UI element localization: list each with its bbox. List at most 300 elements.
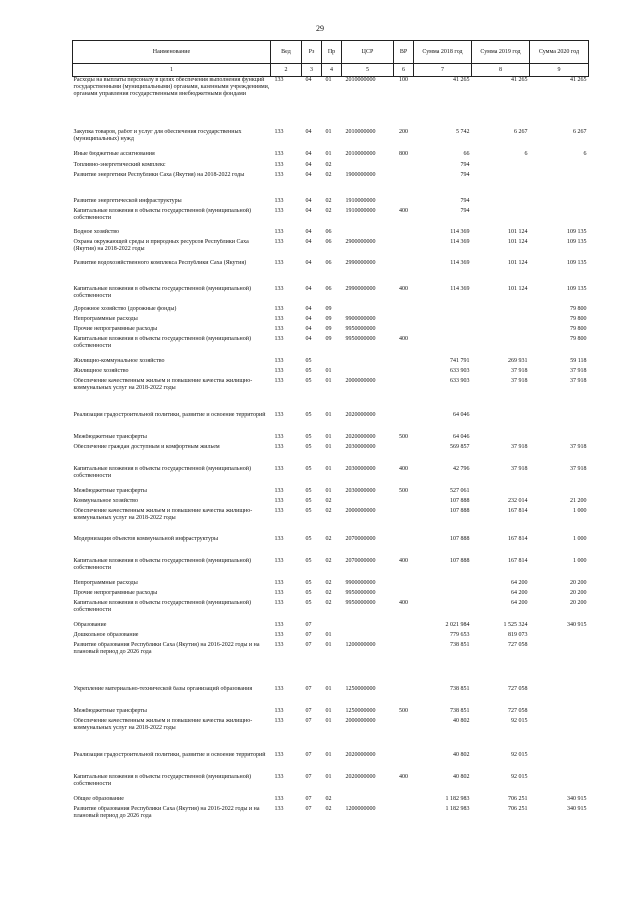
col-header-rz: Рз — [302, 41, 322, 64]
cell-vr: 400 — [399, 285, 408, 292]
cell-pr: 01 — [325, 128, 332, 135]
cell-sum-2019: 1 525 324 — [503, 621, 528, 628]
table-row — [73, 806, 589, 828]
table-row — [73, 229, 589, 239]
cell-sum-2019: 232 014 — [508, 497, 528, 504]
cell-ved: 133 — [274, 707, 284, 714]
cell-rz: 05 — [305, 443, 312, 450]
cell-ved: 133 — [274, 305, 284, 312]
cell-name: Укрепление материально-технической базы организаций образования — [73, 685, 253, 692]
cell-csr: 2000000000 — [345, 507, 376, 514]
cell-rz: 05 — [305, 357, 312, 364]
cell-vr: 400 — [399, 465, 408, 472]
col-number: 6 — [394, 64, 414, 77]
cell-sum-2020: 79 800 — [570, 335, 587, 342]
cell-pr: 09 — [325, 325, 332, 332]
cell-csr: 2020000000 — [345, 751, 376, 758]
cell-vr — [394, 686, 414, 708]
cell-vr: 400 — [399, 207, 408, 214]
cell-sum-2020 — [530, 172, 589, 198]
table-row — [73, 466, 589, 488]
cell-rz: 05 — [305, 367, 312, 374]
cell-vr — [394, 498, 414, 508]
cell-ved: 133 — [274, 207, 284, 214]
cell-rz: 05 — [305, 377, 312, 384]
cell-csr: 2030000000 — [345, 465, 376, 472]
cell-csr: 2990000000 — [345, 285, 376, 292]
cell-ved: 133 — [274, 335, 284, 342]
cell-sum-2018 — [414, 600, 472, 622]
cell-csr: 2010000000 — [345, 150, 376, 157]
cell-csr: 1910000000 — [345, 207, 376, 214]
cell-csr — [342, 229, 394, 239]
table-row — [73, 316, 589, 326]
cell-ved: 133 — [274, 805, 284, 812]
cell-ved: 133 — [274, 795, 284, 802]
cell-sum-2020 — [530, 686, 589, 708]
cell-sum-2020: 6 267 — [573, 128, 587, 135]
cell-vr: 400 — [399, 773, 408, 780]
table-row — [73, 488, 589, 498]
table-row — [73, 558, 589, 580]
cell-name: Развитие образования Республики Саха (Якутия) на 2016-2022 годы и на плановый период до 2026 года — [73, 805, 260, 819]
cell-sum-2019 — [472, 316, 530, 326]
cell-name: Жилищно-коммунальное хозяйство — [73, 357, 165, 364]
cell-sum-2018: 1 182 983 — [445, 795, 470, 802]
cell-name: Реализация градостроительной политики, развитие и освоение территорий — [73, 411, 266, 418]
cell-ved: 133 — [274, 557, 284, 564]
cell-pr: 01 — [325, 631, 332, 638]
cell-ved: 133 — [274, 285, 284, 292]
cell-csr: 2010000000 — [345, 128, 376, 135]
cell-ved: 133 — [274, 411, 284, 418]
cell-csr — [342, 368, 394, 378]
cell-name: Обеспечение качественным жильем и повышение качества жилищно-коммунальных услуг на 2018-2022 годы — [73, 717, 253, 731]
cell-sum-2018: 107 888 — [450, 497, 470, 504]
cell-sum-2018: 779 653 — [450, 631, 470, 638]
cell-sum-2020 — [530, 774, 589, 796]
cell-pr — [322, 358, 342, 368]
cell-sum-2020: 1 000 — [573, 507, 587, 514]
cell-rz: 07 — [305, 805, 312, 812]
cell-name: Межбюджетные трансферты — [73, 433, 147, 440]
cell-vr: 100 — [399, 77, 408, 83]
table-row — [73, 708, 589, 718]
cell-sum-2020: 20 200 — [570, 599, 587, 606]
cell-rz: 07 — [305, 641, 312, 648]
cell-sum-2020 — [530, 208, 589, 229]
table-row — [73, 378, 589, 412]
cell-vr — [394, 508, 414, 536]
col-number: 9 — [530, 64, 589, 77]
cell-pr: 09 — [325, 305, 332, 312]
cell-ved: 133 — [274, 579, 284, 586]
cell-vr — [394, 536, 414, 558]
cell-sum-2018 — [414, 306, 472, 316]
cell-vr — [394, 622, 414, 632]
cell-rz: 05 — [305, 411, 312, 418]
cell-sum-2018: 527 061 — [450, 487, 470, 494]
cell-sum-2019: 101 124 — [508, 285, 528, 292]
cell-csr: 1250000000 — [345, 707, 376, 714]
table-row — [73, 796, 589, 806]
cell-vr — [394, 580, 414, 590]
cell-sum-2019: 101 124 — [508, 228, 528, 235]
cell-vr: 500 — [399, 707, 408, 714]
cell-ved: 133 — [274, 599, 284, 606]
cell-rz: 07 — [305, 773, 312, 780]
cell-pr: 02 — [325, 171, 332, 178]
cell-ved: 133 — [274, 357, 284, 364]
cell-pr: 02 — [325, 161, 332, 168]
cell-sum-2019: 101 124 — [508, 238, 528, 245]
cell-sum-2019 — [472, 172, 530, 198]
cell-pr: 01 — [325, 411, 332, 418]
cell-pr: 01 — [325, 685, 332, 692]
cell-ved: 133 — [274, 315, 284, 322]
cell-pr: 02 — [325, 207, 332, 214]
cell-vr — [394, 590, 414, 600]
cell-ved: 133 — [274, 171, 284, 178]
cell-sum-2018: 1 182 983 — [445, 805, 470, 812]
cell-sum-2018: 738 851 — [450, 685, 470, 692]
cell-sum-2019: 727 058 — [508, 707, 528, 714]
cell-pr: 09 — [325, 335, 332, 342]
cell-csr: 2000000000 — [345, 377, 376, 384]
cell-csr: 1200000000 — [345, 805, 376, 812]
cell-rz: 04 — [305, 325, 312, 332]
cell-vr — [394, 378, 414, 412]
cell-name: Дорожное хозяйство (дорожные фонды) — [73, 305, 177, 312]
cell-vr — [394, 162, 414, 172]
cell-sum-2019: 6 — [524, 150, 528, 157]
cell-csr: 9950000000 — [345, 325, 376, 332]
cell-name: Капитальные вложения в объекты государственной (муниципальной) собственности — [73, 557, 251, 571]
cell-vr — [394, 642, 414, 686]
cell-name: Межбюджетные трансферты — [73, 487, 147, 494]
cell-sum-2018: 633 903 — [450, 377, 470, 384]
cell-vr — [394, 718, 414, 752]
cell-pr: 01 — [325, 367, 332, 374]
cell-csr: 2070000000 — [345, 557, 376, 564]
cell-pr: 02 — [325, 599, 332, 606]
col-header-sum-2020: Сумма 2020 год — [530, 41, 589, 64]
cell-pr: 02 — [325, 497, 332, 504]
table-row — [73, 718, 589, 752]
col-number: 7 — [414, 64, 472, 77]
budget-table — [72, 40, 589, 828]
cell-rz: 07 — [305, 717, 312, 724]
cell-sum-2020: 1 000 — [573, 557, 587, 564]
cell-csr: 1910000000 — [345, 197, 376, 204]
col-header-ved: Вед — [271, 41, 302, 64]
cell-ved: 133 — [274, 631, 284, 638]
cell-pr: 06 — [325, 228, 332, 235]
cell-csr: 2030000000 — [345, 443, 376, 450]
cell-sum-2020: 21 200 — [570, 497, 587, 504]
cell-sum-2020: 37 918 — [570, 465, 587, 472]
cell-csr: 2000000000 — [345, 717, 376, 724]
col-number: 2 — [271, 64, 302, 77]
cell-sum-2020 — [530, 708, 589, 718]
cell-csr: 9950000000 — [345, 589, 376, 596]
cell-pr: 01 — [325, 641, 332, 648]
cell-sum-2018: 114 369 — [450, 238, 470, 245]
table-row — [73, 358, 589, 368]
cell-rz: 04 — [305, 197, 312, 204]
cell-sum-2020: 340 915 — [567, 621, 587, 628]
table-row — [73, 326, 589, 336]
cell-rz: 04 — [305, 305, 312, 312]
cell-sum-2020: 20 200 — [570, 579, 587, 586]
cell-name: Топливно-энергетический комплекс — [73, 161, 166, 168]
cell-pr: 01 — [325, 773, 332, 780]
cell-sum-2020 — [530, 718, 589, 752]
cell-rz: 04 — [305, 315, 312, 322]
cell-sum-2018: 569 857 — [450, 443, 470, 450]
cell-sum-2018: 66 — [463, 150, 470, 157]
cell-rz: 04 — [305, 171, 312, 178]
cell-sum-2020: 59 118 — [570, 357, 587, 364]
table-row — [73, 368, 589, 378]
cell-vr: 400 — [399, 557, 408, 564]
cell-pr: 02 — [325, 557, 332, 564]
cell-sum-2020: 41 265 — [570, 77, 587, 83]
cell-csr — [342, 632, 394, 642]
cell-csr — [342, 622, 394, 632]
cell-sum-2018: 107 888 — [450, 557, 470, 564]
cell-sum-2020: 109 135 — [567, 285, 587, 292]
cell-ved: 133 — [274, 433, 284, 440]
cell-name: Модернизация объектов коммунальной инфраструктуры — [73, 535, 219, 542]
cell-sum-2020: 37 918 — [570, 443, 587, 450]
cell-ved: 133 — [274, 535, 284, 542]
col-header-pr: Пр — [322, 41, 342, 64]
cell-vr — [394, 229, 414, 239]
cell-sum-2019: 167 814 — [508, 557, 528, 564]
cell-csr: 2020000000 — [345, 433, 376, 440]
cell-vr — [394, 806, 414, 828]
cell-pr: 09 — [325, 315, 332, 322]
cell-sum-2020 — [530, 752, 589, 774]
cell-csr — [342, 498, 394, 508]
table-row — [73, 239, 589, 260]
table-row — [73, 600, 589, 622]
cell-rz: 05 — [305, 465, 312, 472]
cell-vr: 200 — [399, 128, 408, 135]
cell-name: Капитальные вложения в объекты государственной (муниципальной) собственности — [73, 335, 251, 349]
cell-sum-2018: 794 — [460, 207, 470, 214]
cell-rz: 04 — [305, 77, 312, 83]
cell-sum-2020: 109 135 — [567, 238, 587, 245]
cell-sum-2018: 40 802 — [453, 751, 470, 758]
cell-name: Развитие водохозяйственного комплекса Республики Саха (Якутия) — [73, 259, 247, 266]
cell-vr — [394, 239, 414, 260]
cell-sum-2019 — [472, 162, 530, 172]
cell-sum-2018 — [414, 590, 472, 600]
cell-csr: 2030000000 — [345, 487, 376, 494]
cell-sum-2018: 114 369 — [450, 259, 470, 266]
table-row — [73, 508, 589, 536]
cell-rz: 04 — [305, 285, 312, 292]
cell-rz: 07 — [305, 685, 312, 692]
cell-sum-2020 — [530, 642, 589, 686]
cell-sum-2018: 5 742 — [456, 128, 470, 135]
cell-sum-2019 — [472, 306, 530, 316]
page-number: 29 — [316, 24, 324, 33]
cell-sum-2019: 727 058 — [508, 685, 528, 692]
cell-rz: 04 — [305, 161, 312, 168]
col-number: 1 — [73, 64, 271, 77]
cell-sum-2018 — [414, 326, 472, 336]
cell-pr: 01 — [325, 443, 332, 450]
cell-name: Развитие образования Республики Саха (Якутия) на 2016-2022 годы и на плановый период до 2026 года — [73, 641, 260, 655]
cell-sum-2019: 6 267 — [514, 128, 528, 135]
cell-sum-2020: 1 000 — [573, 535, 587, 542]
cell-rz: 07 — [305, 707, 312, 714]
cell-sum-2019 — [472, 434, 530, 444]
cell-ved: 133 — [274, 150, 284, 157]
cell-pr: 02 — [325, 589, 332, 596]
cell-rz: 07 — [305, 621, 312, 628]
cell-name: Капитальные вложения в объекты государственной (муниципальной) собственности — [73, 285, 251, 299]
cell-sum-2019 — [472, 336, 530, 358]
cell-sum-2019: 92 015 — [511, 717, 528, 724]
cell-sum-2018: 40 802 — [453, 773, 470, 780]
col-number: 3 — [302, 64, 322, 77]
cell-sum-2020 — [530, 412, 589, 434]
cell-name: Реализация градостроительной политики, развитие и освоение территорий — [73, 751, 266, 758]
table-row — [73, 286, 589, 306]
cell-rz: 07 — [305, 751, 312, 758]
cell-name: Обеспечение граждан доступным и комфортным жильем — [73, 443, 220, 450]
cell-vr — [394, 172, 414, 198]
cell-sum-2018 — [414, 580, 472, 590]
cell-name: Дошкольное образование — [73, 631, 139, 638]
cell-csr: 2020000000 — [345, 773, 376, 780]
cell-sum-2019: 64 200 — [511, 599, 528, 606]
cell-sum-2018: 2 021 984 — [445, 621, 470, 628]
cell-sum-2018: 64 046 — [453, 433, 470, 440]
table-row — [73, 622, 589, 632]
table-row — [73, 260, 589, 286]
cell-pr: 01 — [325, 433, 332, 440]
cell-name: Капитальные вложения в объекты государственной (муниципальной) собственности — [73, 207, 251, 221]
cell-sum-2019: 727 058 — [508, 641, 528, 648]
cell-csr: 2010000000 — [345, 77, 376, 83]
cell-csr: 9900000000 — [345, 579, 376, 586]
cell-sum-2018: 738 851 — [450, 707, 470, 714]
cell-pr: 01 — [325, 707, 332, 714]
cell-ved: 133 — [274, 773, 284, 780]
cell-name: Охрана окружающей среды и природных ресурсов Республики Саха (Якутия) на 2018-2022 годы — [73, 238, 249, 252]
cell-pr: 02 — [325, 197, 332, 204]
cell-vr: 400 — [399, 599, 408, 606]
cell-name: Водное хозяйство — [73, 228, 120, 235]
cell-ved: 133 — [274, 497, 284, 504]
cell-name: Капитальные вложения в объекты государственной (муниципальной) собственности — [73, 465, 251, 479]
cell-sum-2019: 92 015 — [511, 751, 528, 758]
cell-rz: 07 — [305, 631, 312, 638]
cell-rz: 04 — [305, 150, 312, 157]
cell-sum-2020: 20 200 — [570, 589, 587, 596]
cell-vr: 500 — [399, 487, 408, 494]
cell-rz: 05 — [305, 433, 312, 440]
cell-ved: 133 — [274, 228, 284, 235]
cell-sum-2018: 40 802 — [453, 717, 470, 724]
col-header-vr: ВР — [394, 41, 414, 64]
cell-csr: 2020000000 — [345, 411, 376, 418]
cell-sum-2018: 114 369 — [450, 228, 470, 235]
cell-rz: 04 — [305, 228, 312, 235]
cell-csr: 2070000000 — [345, 535, 376, 542]
cell-sum-2019: 64 200 — [511, 579, 528, 586]
table-row — [73, 752, 589, 774]
cell-rz: 05 — [305, 579, 312, 586]
table-row — [73, 444, 589, 466]
cell-sum-2018: 42 796 — [453, 465, 470, 472]
cell-csr: 1250000000 — [345, 685, 376, 692]
cell-csr — [342, 162, 394, 172]
cell-sum-2018 — [414, 316, 472, 326]
table-row — [73, 434, 589, 444]
cell-csr: 2990000000 — [345, 259, 376, 266]
cell-sum-2020: 37 918 — [570, 367, 587, 374]
table-row — [73, 642, 589, 686]
cell-pr: 01 — [325, 465, 332, 472]
cell-sum-2020: 79 800 — [570, 305, 587, 312]
cell-ved: 133 — [274, 128, 284, 135]
cell-name: Обеспечение качественным жильем и повышение качества жилищно-коммунальных услуг на 2018-2022 годы — [73, 377, 253, 391]
cell-pr: 06 — [325, 285, 332, 292]
table-row — [73, 536, 589, 558]
table-row — [73, 306, 589, 316]
cell-ved: 133 — [274, 717, 284, 724]
cell-name: Прочие непрограммные расходы — [73, 589, 158, 596]
table-row — [73, 198, 589, 208]
cell-name: Закупка товаров, работ и услуг для обеспечения государственных (муниципальных) нужд — [73, 128, 242, 142]
cell-sum-2020 — [530, 198, 589, 208]
cell-name: Капитальные вложения в объекты государственной (муниципальной) собственности — [73, 773, 251, 787]
cell-sum-2018: 107 888 — [450, 507, 470, 514]
cell-vr — [394, 632, 414, 642]
cell-sum-2019: 37 918 — [511, 443, 528, 450]
cell-sum-2018 — [414, 336, 472, 358]
cell-rz: 04 — [305, 207, 312, 214]
cell-rz: 05 — [305, 599, 312, 606]
cell-name: Иные бюджетные ассигнования — [73, 150, 155, 157]
table-row — [73, 77, 589, 129]
cell-name: Межбюджетные трансферты — [73, 707, 147, 714]
table-row — [73, 172, 589, 198]
col-header-csr: ЦСР — [342, 41, 394, 64]
cell-ved: 133 — [274, 259, 284, 266]
cell-pr: 06 — [325, 259, 332, 266]
cell-rz: 05 — [305, 557, 312, 564]
cell-ved: 133 — [274, 507, 284, 514]
cell-sum-2019: 167 814 — [508, 535, 528, 542]
col-number: 4 — [322, 64, 342, 77]
cell-ved: 133 — [274, 751, 284, 758]
cell-sum-2020: 340 915 — [567, 805, 587, 812]
table-row — [73, 498, 589, 508]
cell-sum-2019: 37 918 — [511, 377, 528, 384]
cell-sum-2020: 6 — [583, 150, 587, 157]
table-row — [73, 162, 589, 172]
cell-sum-2019: 37 918 — [511, 465, 528, 472]
cell-ved: 133 — [274, 367, 284, 374]
cell-pr: 01 — [325, 77, 332, 83]
